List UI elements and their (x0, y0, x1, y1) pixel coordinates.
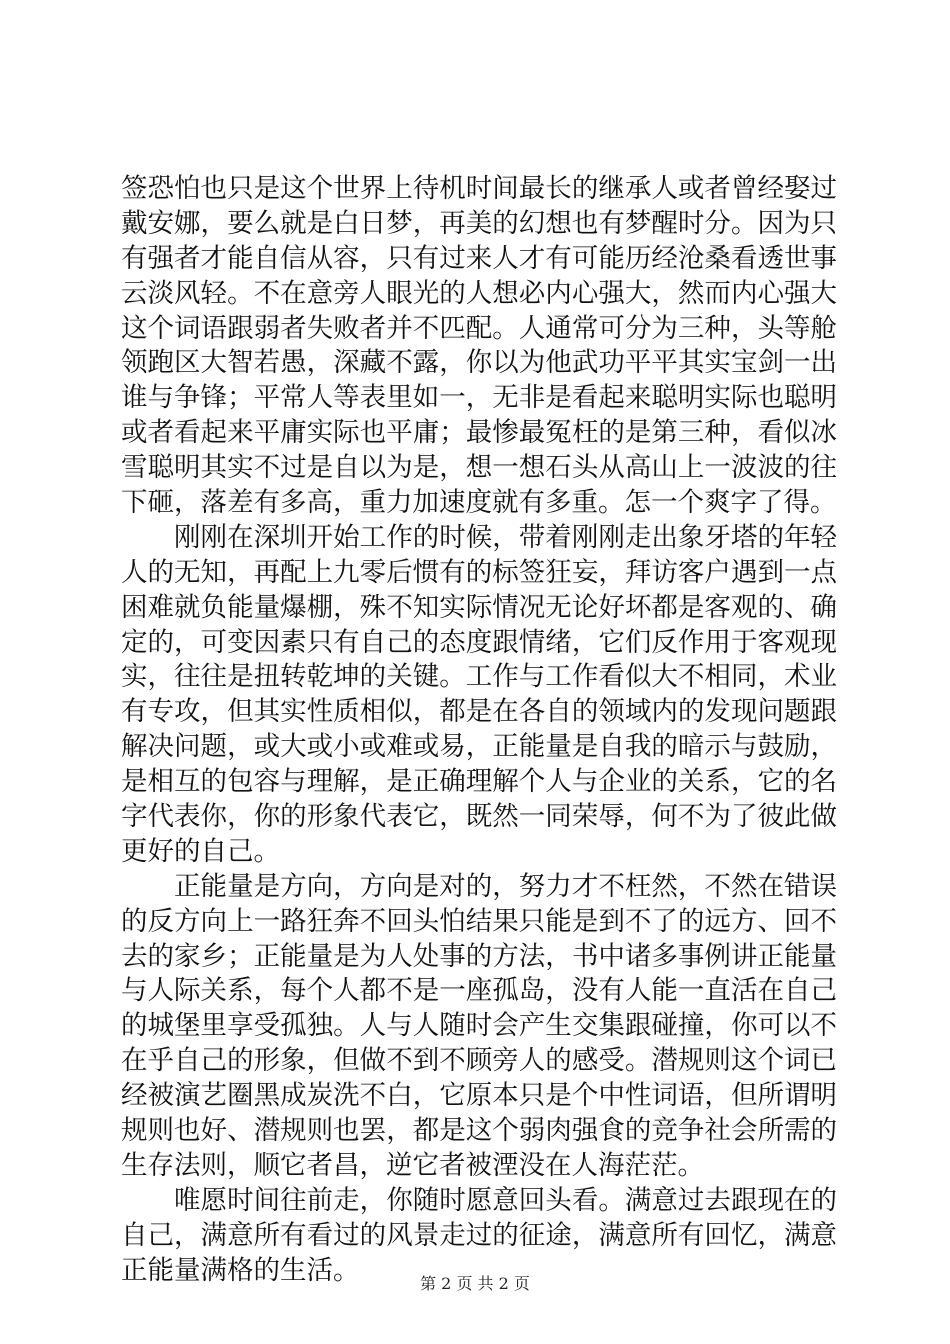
text-line: 在乎自己的形象，但做不到不顾旁人的感受。潜规则这个词已 (121, 1045, 837, 1077)
document-body (121, 172, 837, 1289)
text-line: 的城堡里享受孤独。人与人随时会产生交集跟碰撞，你可以不 (121, 1010, 837, 1042)
text-line: 生存法则，顺它者昌，逆它者被湮没在人海茫茫。 (121, 1149, 704, 1181)
text-line: 正能量满格的生活。 (121, 1254, 360, 1286)
text-line: 经被演艺圈黑成炭洗不白，它原本只是个中性词语，但所谓明 (121, 1080, 837, 1112)
text-line: 有强者才能自信从容，只有过来人才有可能历经沧桑看透世事 (121, 242, 837, 274)
page-footer: 第 2 页 共 2 页 (420, 1274, 530, 1293)
text-line: 或者看起来平庸实际也平庸；最惨最冤枉的是第三种，看似冰 (121, 417, 837, 449)
text-line: 字代表你，你的形象代表它，既然一同荣辱，何不为了彼此做 (121, 801, 837, 833)
text-line: 这个词语跟弱者失败者并不匹配。人通常可分为三种，头等舱 (121, 312, 837, 344)
text-line: 云淡风轻。不在意旁人眼光的人想必内心强大，然而内心强大 (121, 277, 837, 309)
text-line: 人的无知，再配上九零后惯有的标签狂妄，拜访客户遇到一点 (121, 556, 837, 588)
text-line: 与人际关系，每个人都不是一座孤岛，没有人能一直活在自己 (121, 975, 837, 1007)
text-line: 领跑区大智若愚，深藏不露，你以为他武功平平其实宝剑一出 (121, 347, 837, 379)
text-line: 更好的自己。 (121, 835, 280, 867)
paragraph (121, 521, 837, 870)
text-line: 困难就负能量爆棚，殊不知实际情况无论好坏都是客观的、确 (121, 591, 837, 623)
text-line: 下砸，落差有多高，重力加速度就有多重。怎一个爽字了得。 (121, 487, 837, 519)
text-line: 去的家乡；正能量是为人处事的方法，书中诸多事例讲正能量 (121, 940, 837, 972)
text-line: 规则也好、潜规则也罢，都是这个弱肉强食的竞争社会所需的 (121, 1115, 837, 1147)
text-line: 的反方向上一路狂奔不回头怕结果只能是到不了的远方、回不 (121, 905, 837, 937)
text-line: 雪聪明其实不过是自以为是，想一想石头从高山上一波波的往 (121, 452, 837, 484)
text-line: 有专攻，但其实性质相似，都是在各自的领域内的发现问题跟 (121, 696, 837, 728)
paragraph (121, 1184, 837, 1289)
text-line: 戴安娜，要么就是白日梦，再美的幻想也有梦醒时分。因为只 (121, 207, 837, 239)
text-line: 实，往往是扭转乾坤的关键。工作与工作看似大不相同，术业 (121, 661, 837, 693)
paragraph (121, 172, 837, 521)
paragraph (121, 870, 837, 1184)
text-line: 谁与争锋；平常人等表里如一，无非是看起来聪明实际也聪明 (121, 382, 837, 414)
text-line: 是相互的包容与理解，是正确理解个人与企业的关系，它的名 (121, 766, 837, 798)
text-line: 正能量是方向，方向是对的，努力才不枉然，不然在错误 (121, 870, 837, 902)
text-line: 自己，满意所有看过的风景走过的征途，满意所有回忆，满意 (121, 1219, 837, 1251)
text-line: 签恐怕也只是这个世界上待机时间最长的继承人或者曾经娶过 (121, 173, 837, 204)
text-line: 唯愿时间往前走，你随时愿意回头看。满意过去跟现在的 (121, 1184, 837, 1216)
text-line: 解决问题，或大或小或难或易，正能量是自我的暗示与鼓励， (121, 731, 837, 763)
text-line: 刚刚在深圳开始工作的时候，带着刚刚走出象牙塔的年轻 (121, 521, 837, 553)
text-line: 定的，可变因素只有自己的态度跟情绪，它们反作用于客观现 (121, 626, 837, 658)
